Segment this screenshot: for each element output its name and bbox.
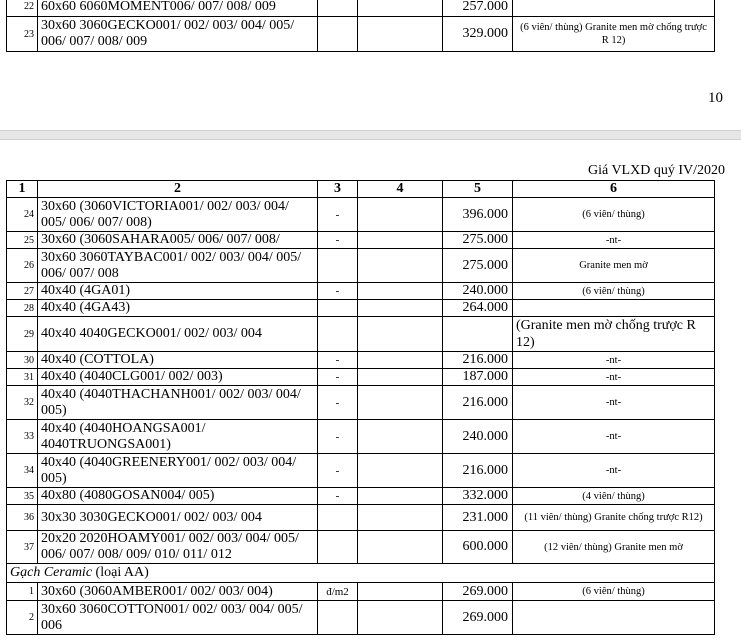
empty-cell <box>358 198 443 232</box>
unit <box>318 601 358 635</box>
row-number: 34 <box>7 454 38 488</box>
note: (6 viên/ thùng) Granite men mờ chống trược R 12) <box>513 17 715 52</box>
product-name: 40x80 (4080GOSAN004/ 005) <box>38 488 318 505</box>
empty-cell <box>358 232 443 249</box>
product-name: 40x40 (4040THACHANH001/ 002/ 003/ 004/ 005) <box>38 386 318 420</box>
price: 329.000 <box>443 17 513 52</box>
unit <box>318 317 358 352</box>
empty-cell <box>358 583 443 601</box>
row-number: 27 <box>7 283 38 300</box>
table-row <box>7 369 715 386</box>
product-name: 30x60 3060COTTON001/ 002/ 003/ 004/ 005/ 006 <box>38 601 318 635</box>
product-name: 40x40 (4040CLG001/ 002/ 003) <box>38 369 318 386</box>
unit: - <box>318 488 358 505</box>
price: 269.000 <box>443 583 513 601</box>
section-row <box>7 564 715 583</box>
product-name: 40x40 (4GA43) <box>38 300 318 317</box>
row-number: 26 <box>7 249 38 283</box>
price: 396.000 <box>443 198 513 232</box>
note: -nt- <box>513 352 715 369</box>
product-name: 40x40 (4GA01) <box>38 283 318 300</box>
row-number: 33 <box>7 420 38 454</box>
table-row <box>7 454 715 488</box>
unit <box>318 505 358 531</box>
page-number: 10 <box>708 90 723 106</box>
row-number: 24 <box>7 198 38 232</box>
table-row <box>7 352 715 369</box>
price: 269.000 <box>443 601 513 635</box>
unit <box>318 300 358 317</box>
top-table <box>6 0 715 52</box>
note: -nt- <box>513 232 715 249</box>
col-header-4: 4 <box>358 181 443 198</box>
price: 257.000 <box>443 0 513 17</box>
empty-cell <box>358 386 443 420</box>
price: 600.000 <box>443 531 513 564</box>
table-row <box>7 0 715 17</box>
row-number: 32 <box>7 386 38 420</box>
unit: - <box>318 198 358 232</box>
unit: - <box>318 454 358 488</box>
product-name: 30x60 3060TAYBAC001/ 002/ 003/ 004/ 005/ 006/ 007/ 008 <box>38 249 318 283</box>
price: 216.000 <box>443 352 513 369</box>
product-name: 30x60 (3060AMBER001/ 002/ 003/ 004) <box>38 583 318 601</box>
table-row <box>7 300 715 317</box>
price: 264.000 <box>443 300 513 317</box>
price-table <box>6 180 715 635</box>
unit: - <box>318 386 358 420</box>
header-row <box>7 181 715 198</box>
price: 240.000 <box>443 420 513 454</box>
note: -nt- <box>513 454 715 488</box>
table-row <box>7 17 715 52</box>
unit <box>318 531 358 564</box>
table-caption: Giá VLXD quý IV/2020 <box>587 163 725 178</box>
empty-cell <box>358 420 443 454</box>
table-row <box>7 531 715 564</box>
note: -nt- <box>513 369 715 386</box>
price: 216.000 <box>443 386 513 420</box>
price: 240.000 <box>443 283 513 300</box>
current-page <box>0 140 741 641</box>
unit <box>318 0 358 17</box>
table-row <box>7 283 715 300</box>
table-row <box>7 249 715 283</box>
col-header-6: 6 <box>513 181 715 198</box>
note <box>513 0 715 17</box>
empty-cell <box>358 352 443 369</box>
price: 332.000 <box>443 488 513 505</box>
unit: đ/m2 <box>318 583 358 601</box>
unit <box>318 17 358 52</box>
price: 275.000 <box>443 249 513 283</box>
empty-cell <box>358 283 443 300</box>
row-number: 2 <box>7 601 38 635</box>
table-row <box>7 505 715 531</box>
table-row <box>7 420 715 454</box>
table-row <box>7 317 715 352</box>
product-name: 40x40 4040GECKO001/ 002/ 003/ 004 <box>38 317 318 352</box>
section-title: Gạch Ceramic <box>10 565 93 580</box>
product-name: 20x20 2020HOAMY001/ 002/ 003/ 004/ 005/ 006/ 007/ 008/ 009/ 010/ 011/ 012 <box>38 531 318 564</box>
empty-cell <box>358 454 443 488</box>
row-number: 30 <box>7 352 38 369</box>
note: Granite men mờ <box>513 249 715 283</box>
row-number: 35 <box>7 488 38 505</box>
note: (11 viên/ thùng) Granite chống trược R12) <box>513 505 715 531</box>
row-number: 1 <box>7 583 38 601</box>
product-name: 30x60 3060GECKO001/ 002/ 003/ 004/ 005/ 006/ 007/ 008/ 009 <box>38 17 318 52</box>
col-header-5: 5 <box>443 181 513 198</box>
row-number: 22 <box>7 0 38 17</box>
unit: - <box>318 232 358 249</box>
col-header-2: 2 <box>38 181 318 198</box>
product-name: 60x60 6060MOMENT006/ 007/ 008/ 009 <box>38 0 318 17</box>
page-separator <box>0 130 741 140</box>
note: (6 viên/ thùng) <box>513 583 715 601</box>
unit: - <box>318 352 358 369</box>
unit: - <box>318 283 358 300</box>
product-name: 30x60 (3060VICTORIA001/ 002/ 003/ 004/ 005/ 006/ 007/ 008) <box>38 198 318 232</box>
empty-cell <box>358 505 443 531</box>
row-number: 29 <box>7 317 38 352</box>
product-name: 40x40 (4040GREENERY001/ 002/ 003/ 004/ 005) <box>38 454 318 488</box>
unit <box>318 249 358 283</box>
empty-cell <box>358 488 443 505</box>
price: 187.000 <box>443 369 513 386</box>
previous-page <box>0 0 741 130</box>
note <box>513 601 715 635</box>
row-number: 28 <box>7 300 38 317</box>
unit: - <box>318 420 358 454</box>
col-header-3: 3 <box>318 181 358 198</box>
note: (Granite men mờ chống trược R 12) <box>513 317 715 352</box>
section-subtitle: (loại AA) <box>95 565 149 580</box>
table-row <box>7 488 715 505</box>
empty-cell <box>358 317 443 352</box>
note: -nt- <box>513 420 715 454</box>
table-row <box>7 601 715 635</box>
empty-cell <box>358 300 443 317</box>
unit: - <box>318 369 358 386</box>
note: -nt- <box>513 386 715 420</box>
note: (4 viên/ thùng) <box>513 488 715 505</box>
note: (12 viên/ thùng) Granite men mờ <box>513 531 715 564</box>
product-name: 30x60 (3060SAHARA005/ 006/ 007/ 008/ <box>38 232 318 249</box>
table-row <box>7 583 715 601</box>
price: 231.000 <box>443 505 513 531</box>
table-row <box>7 232 715 249</box>
row-number: 36 <box>7 505 38 531</box>
row-number: 25 <box>7 232 38 249</box>
empty-cell <box>358 601 443 635</box>
product-name: 40x40 (COTTOLA) <box>38 352 318 369</box>
price: 216.000 <box>443 454 513 488</box>
product-name: 40x40 (4040HOANGSA001/ 4040TRUONGSA001) <box>38 420 318 454</box>
row-number: 23 <box>7 17 38 52</box>
note <box>513 300 715 317</box>
note: (6 viên/ thùng) <box>513 198 715 232</box>
empty-cell <box>358 369 443 386</box>
price <box>443 317 513 352</box>
price: 275.000 <box>443 232 513 249</box>
col-header-1: 1 <box>7 181 38 198</box>
table-row <box>7 386 715 420</box>
row-number: 31 <box>7 369 38 386</box>
note: (6 viên/ thùng) <box>513 283 715 300</box>
empty-cell <box>358 531 443 564</box>
row-number: 37 <box>7 531 38 564</box>
table-row <box>7 198 715 232</box>
product-name: 30x30 3030GECKO001/ 002/ 003/ 004 <box>38 505 318 531</box>
empty-cell <box>358 249 443 283</box>
